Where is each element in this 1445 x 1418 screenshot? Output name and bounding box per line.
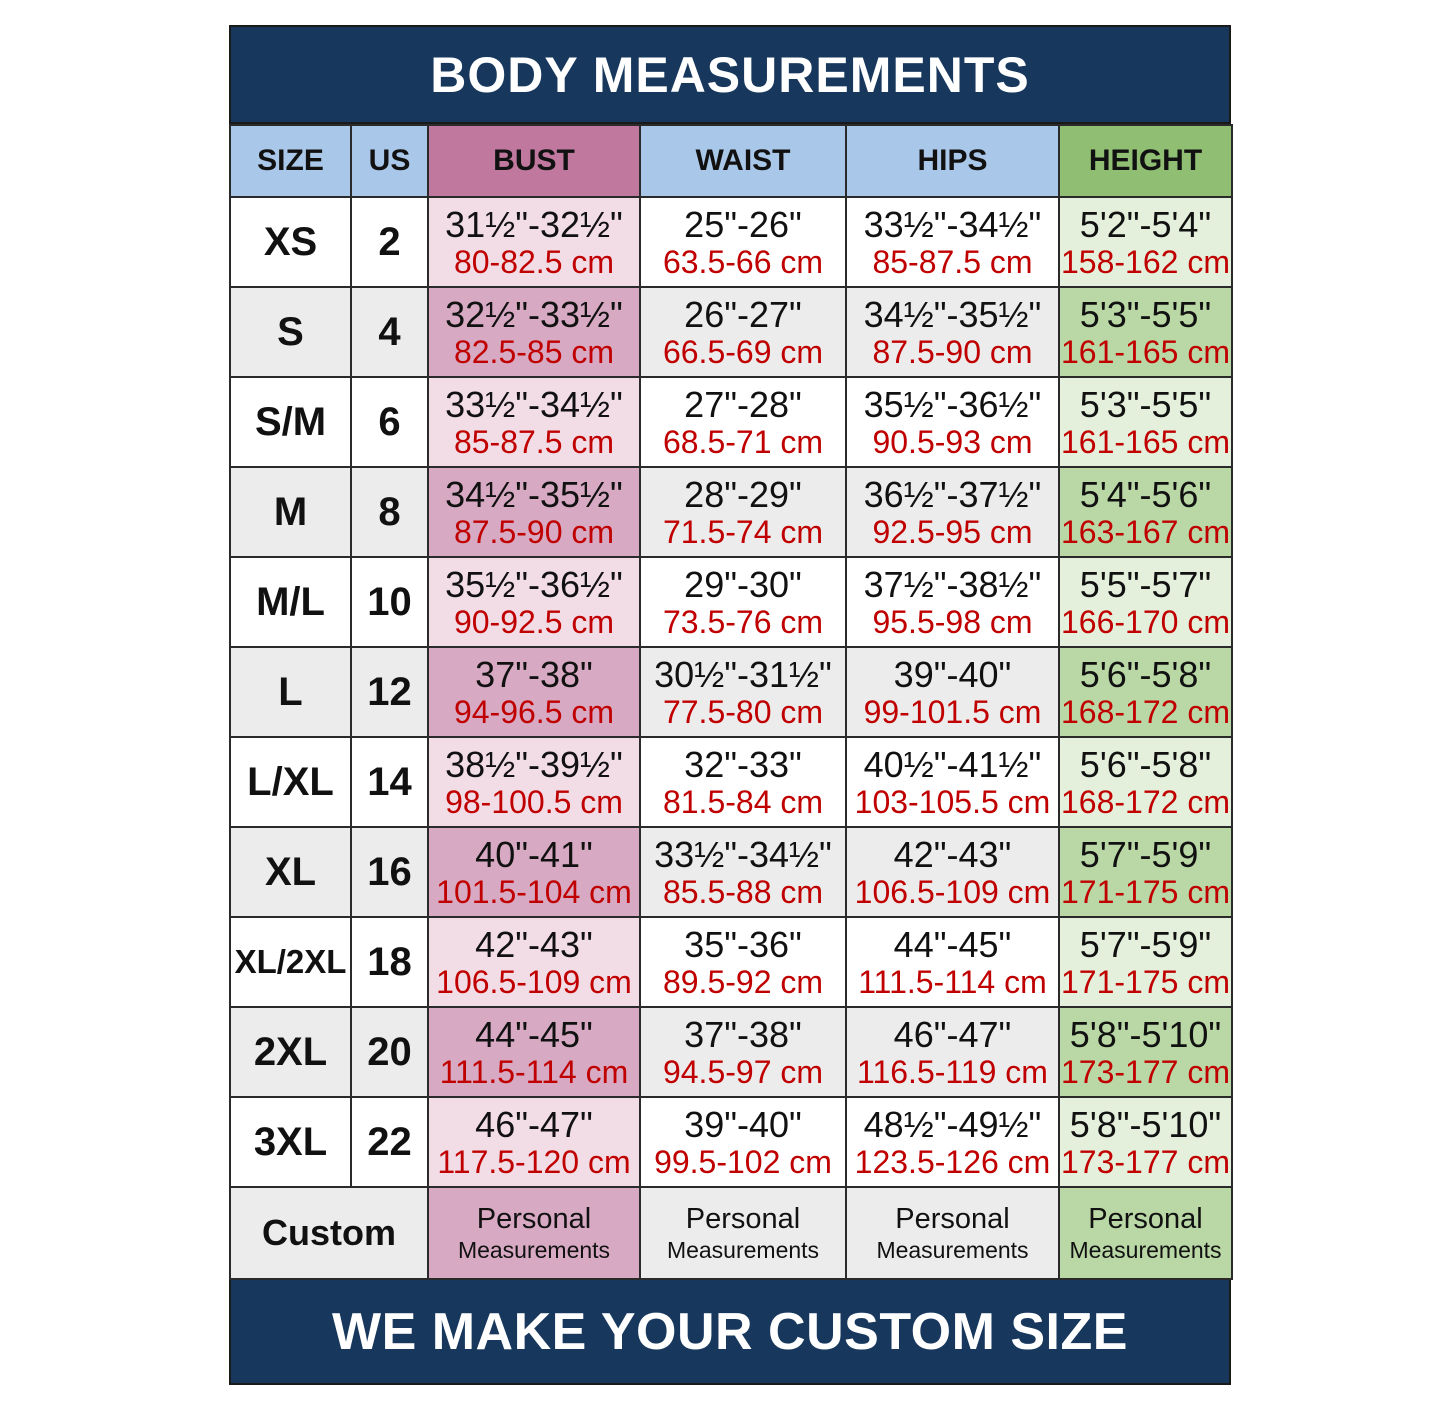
measurements-label: Measurements <box>457 1237 611 1264</box>
measurements-label: Measurements <box>1069 1237 1222 1264</box>
bust-inches-value: 44"-45" <box>475 1013 593 1055</box>
waist-inches-value: 39"-40" <box>684 1103 802 1145</box>
height-measurement-cell <box>1059 1097 1232 1187</box>
height-measurement-cell <box>1059 647 1232 737</box>
column-header-height: HEIGHT <box>1059 125 1232 197</box>
size-chart <box>229 25 1231 1385</box>
hips-inches-value: 42"-43" <box>893 833 1012 875</box>
height-cm-value: 163-167 cm <box>1061 513 1230 550</box>
column-header-hips: HIPS <box>846 125 1059 197</box>
hips-inches-value: 33½"-34½" <box>863 203 1042 245</box>
hips-inches-value: 36½"-37½" <box>863 473 1042 515</box>
hips-measurement-cell <box>846 917 1059 1007</box>
height-cm-value: 173-177 cm <box>1061 1143 1230 1180</box>
waist-inches-value: 28"-29" <box>684 473 802 515</box>
height-inches-value: 5'6"-5'8" <box>1079 653 1212 695</box>
table-row <box>230 557 1232 647</box>
hips-measurement-cell <box>846 197 1059 287</box>
height-inches-value: 5'5"-5'7" <box>1079 563 1212 605</box>
height-cm-value: 161-165 cm <box>1061 333 1230 370</box>
hips-inches-value: 46"-47" <box>893 1013 1012 1055</box>
hips-inches-value: 35½"-36½" <box>863 383 1042 425</box>
waist-measurement-cell <box>640 917 846 1007</box>
hips-measurement-cell <box>846 287 1059 377</box>
hips-cm-value: 92.5-95 cm <box>872 513 1033 550</box>
bust-inches-value: 31½"-32½" <box>445 203 623 245</box>
waist-cm-value: 85.5-88 cm <box>662 873 824 910</box>
waist-inches-value: 37"-38" <box>684 1013 802 1055</box>
measurements-label: Measurements <box>876 1237 1029 1264</box>
table-row <box>230 1097 1232 1187</box>
table-row <box>230 827 1232 917</box>
waist-measurement-cell <box>640 737 846 827</box>
bust-custom-cell <box>428 1187 640 1279</box>
bust-cm-value: 80-82.5 cm <box>453 243 615 280</box>
column-header-bust: BUST <box>428 125 640 197</box>
column-header-us: US <box>351 125 428 197</box>
hips-cm-value: 116.5-119 cm <box>857 1053 1048 1090</box>
bust-cm-value: 98-100.5 cm <box>445 783 623 820</box>
waist-inches-value: 25"-26" <box>684 203 802 245</box>
waist-inches-value: 26"-27" <box>684 293 802 335</box>
size-label: L <box>230 647 351 737</box>
height-measurement-cell <box>1059 287 1232 377</box>
height-cm-value: 158-162 cm <box>1061 243 1230 280</box>
hips-cm-value: 106.5-109 cm <box>854 873 1051 910</box>
height-inches-value: 5'3"-5'5" <box>1079 293 1212 335</box>
custom-size-label: Custom <box>230 1187 428 1279</box>
height-inches-value: 5'7"-5'9" <box>1079 923 1212 965</box>
bust-measurement-cell <box>428 197 640 287</box>
bust-inches-value: 35½"-36½" <box>445 563 623 605</box>
waist-cm-value: 68.5-71 cm <box>662 423 824 460</box>
hips-custom-cell <box>846 1187 1059 1279</box>
bust-cm-value: 90-92.5 cm <box>453 603 615 640</box>
waist-cm-value: 71.5-74 cm <box>662 513 824 550</box>
bust-inches-value: 32½"-33½" <box>445 293 623 335</box>
bust-inches-value: 38½"-39½" <box>445 743 623 785</box>
hips-inches-value: 37½"-38½" <box>863 563 1042 605</box>
waist-measurement-cell <box>640 557 846 647</box>
column-header-waist: WAIST <box>640 125 846 197</box>
hips-cm-value: 85-87.5 cm <box>872 243 1033 280</box>
hips-cm-value: 99-101.5 cm <box>863 693 1042 730</box>
personal-label: Personal <box>1088 1203 1203 1236</box>
us-size-label: 10 <box>351 557 428 647</box>
us-size-label: 14 <box>351 737 428 827</box>
bust-cm-value: 87.5-90 cm <box>453 513 615 550</box>
bust-inches-value: 34½"-35½" <box>445 473 623 515</box>
hips-cm-value: 95.5-98 cm <box>872 603 1033 640</box>
height-cm-value: 166-170 cm <box>1061 603 1230 640</box>
height-inches-value: 5'2"-5'4" <box>1079 203 1212 245</box>
height-inches-value: 5'6"-5'8" <box>1079 743 1212 785</box>
column-header-size: SIZE <box>230 125 351 197</box>
hips-measurement-cell <box>846 1007 1059 1097</box>
hips-measurement-cell <box>846 827 1059 917</box>
table-row <box>230 737 1232 827</box>
size-label: S/M <box>230 377 351 467</box>
waist-cm-value: 99.5-102 cm <box>654 1143 832 1180</box>
size-label: M <box>230 467 351 557</box>
height-custom-cell <box>1059 1187 1232 1279</box>
us-size-label: 16 <box>351 827 428 917</box>
hips-measurement-cell <box>846 1097 1059 1187</box>
table-row <box>230 1007 1232 1097</box>
us-size-label: 6 <box>351 377 428 467</box>
waist-measurement-cell <box>640 1097 846 1187</box>
bust-inches-value: 46"-47" <box>475 1103 593 1145</box>
hips-cm-value: 103-105.5 cm <box>854 783 1051 820</box>
size-label: XL <box>230 827 351 917</box>
bust-inches-value: 37"-38" <box>475 653 593 695</box>
height-measurement-cell <box>1059 917 1232 1007</box>
hips-measurement-cell <box>846 647 1059 737</box>
bust-measurement-cell <box>428 827 640 917</box>
hips-measurement-cell <box>846 377 1059 467</box>
size-label: M/L <box>230 557 351 647</box>
bust-cm-value: 117.5-120 cm <box>437 1143 631 1180</box>
height-inches-value: 5'8"-5'10" <box>1069 1013 1222 1055</box>
table-row <box>230 377 1232 467</box>
height-cm-value: 171-175 cm <box>1061 873 1230 910</box>
size-label: S <box>230 287 351 377</box>
waist-cm-value: 81.5-84 cm <box>662 783 824 820</box>
waist-inches-value: 29"-30" <box>684 563 802 605</box>
hips-inches-value: 39"-40" <box>893 653 1012 695</box>
size-label: L/XL <box>230 737 351 827</box>
measurements-table <box>229 124 1233 1280</box>
height-measurement-cell <box>1059 377 1232 467</box>
hips-inches-value: 44"-45" <box>893 923 1012 965</box>
height-measurement-cell <box>1059 467 1232 557</box>
height-measurement-cell <box>1059 197 1232 287</box>
chart-title: BODY MEASUREMENTS <box>430 46 1030 103</box>
waist-cm-value: 63.5-66 cm <box>662 243 824 280</box>
custom-row-group <box>230 1187 1232 1279</box>
waist-measurement-cell <box>640 827 846 917</box>
title-bar <box>229 25 1231 124</box>
table-row <box>230 287 1232 377</box>
bust-cm-value: 94-96.5 cm <box>453 693 615 730</box>
bust-measurement-cell <box>428 1097 640 1187</box>
waist-measurement-cell <box>640 467 846 557</box>
bust-measurement-cell <box>428 557 640 647</box>
height-cm-value: 161-165 cm <box>1061 423 1230 460</box>
bust-inches-value: 42"-43" <box>475 923 593 965</box>
table-row <box>230 917 1232 1007</box>
height-cm-value: 168-172 cm <box>1061 693 1230 730</box>
hips-measurement-cell <box>846 467 1059 557</box>
waist-inches-value: 27"-28" <box>684 383 802 425</box>
measurements-label: Measurements <box>666 1237 820 1264</box>
bust-cm-value: 101.5-104 cm <box>436 873 632 910</box>
table-row <box>230 467 1232 557</box>
hips-cm-value: 87.5-90 cm <box>872 333 1033 370</box>
waist-custom-cell <box>640 1187 846 1279</box>
waist-cm-value: 77.5-80 cm <box>662 693 824 730</box>
height-measurement-cell <box>1059 557 1232 647</box>
bust-measurement-cell <box>428 737 640 827</box>
custom-row <box>230 1187 1232 1279</box>
bust-measurement-cell <box>428 647 640 737</box>
us-size-label: 4 <box>351 287 428 377</box>
size-label: XS <box>230 197 351 287</box>
hips-cm-value: 90.5-93 cm <box>872 423 1033 460</box>
size-rows <box>230 197 1232 1187</box>
waist-inches-value: 30½"-31½" <box>654 653 832 695</box>
height-inches-value: 5'8"-5'10" <box>1069 1103 1222 1145</box>
bust-measurement-cell <box>428 917 640 1007</box>
table-row <box>230 197 1232 287</box>
personal-label: Personal <box>895 1203 1010 1236</box>
waist-measurement-cell <box>640 287 846 377</box>
us-size-label: 20 <box>351 1007 428 1097</box>
waist-inches-value: 35"-36" <box>684 923 802 965</box>
hips-inches-value: 48½"-49½" <box>863 1103 1042 1145</box>
us-size-label: 2 <box>351 197 428 287</box>
hips-measurement-cell <box>846 737 1059 827</box>
us-size-label: 18 <box>351 917 428 1007</box>
footer-text: WE MAKE YOUR CUSTOM SIZE <box>332 1302 1128 1361</box>
bust-measurement-cell <box>428 287 640 377</box>
personal-label: Personal <box>685 1203 801 1236</box>
bust-measurement-cell <box>428 1007 640 1097</box>
bust-measurement-cell <box>428 377 640 467</box>
height-inches-value: 5'7"-5'9" <box>1079 833 1212 875</box>
size-label: 2XL <box>230 1007 351 1097</box>
height-cm-value: 171-175 cm <box>1061 963 1230 1000</box>
bust-cm-value: 82.5-85 cm <box>453 333 615 370</box>
bust-measurement-cell <box>428 467 640 557</box>
bust-inches-value: 33½"-34½" <box>445 383 623 425</box>
waist-inches-value: 32"-33" <box>684 743 802 785</box>
waist-measurement-cell <box>640 197 846 287</box>
hips-measurement-cell <box>846 557 1059 647</box>
height-measurement-cell <box>1059 827 1232 917</box>
waist-measurement-cell <box>640 1007 846 1097</box>
size-label: XL/2XL <box>230 917 351 1007</box>
personal-label: Personal <box>476 1203 592 1236</box>
height-inches-value: 5'4"-5'6" <box>1079 473 1212 515</box>
us-size-label: 12 <box>351 647 428 737</box>
waist-cm-value: 94.5-97 cm <box>662 1053 824 1090</box>
size-label: 3XL <box>230 1097 351 1187</box>
bust-cm-value: 85-87.5 cm <box>453 423 615 460</box>
bust-inches-value: 40"-41" <box>475 833 593 875</box>
waist-cm-value: 66.5-69 cm <box>662 333 824 370</box>
table-row <box>230 647 1232 737</box>
footer-bar <box>229 1280 1231 1385</box>
height-cm-value: 173-177 cm <box>1061 1053 1230 1090</box>
waist-cm-value: 73.5-76 cm <box>662 603 824 640</box>
bust-cm-value: 111.5-114 cm <box>439 1053 629 1090</box>
height-measurement-cell <box>1059 737 1232 827</box>
hips-cm-value: 123.5-126 cm <box>854 1143 1051 1180</box>
bust-cm-value: 106.5-109 cm <box>436 963 632 1000</box>
waist-inches-value: 33½"-34½" <box>654 833 832 875</box>
waist-measurement-cell <box>640 647 846 737</box>
height-cm-value: 168-172 cm <box>1061 783 1230 820</box>
height-inches-value: 5'3"-5'5" <box>1079 383 1212 425</box>
us-size-label: 22 <box>351 1097 428 1187</box>
header-row <box>230 125 1232 197</box>
height-measurement-cell <box>1059 1007 1232 1097</box>
us-size-label: 8 <box>351 467 428 557</box>
hips-inches-value: 40½"-41½" <box>863 743 1042 785</box>
hips-cm-value: 111.5-114 cm <box>858 963 1047 1000</box>
waist-measurement-cell <box>640 377 846 467</box>
hips-inches-value: 34½"-35½" <box>863 293 1042 335</box>
waist-cm-value: 89.5-92 cm <box>662 963 824 1000</box>
